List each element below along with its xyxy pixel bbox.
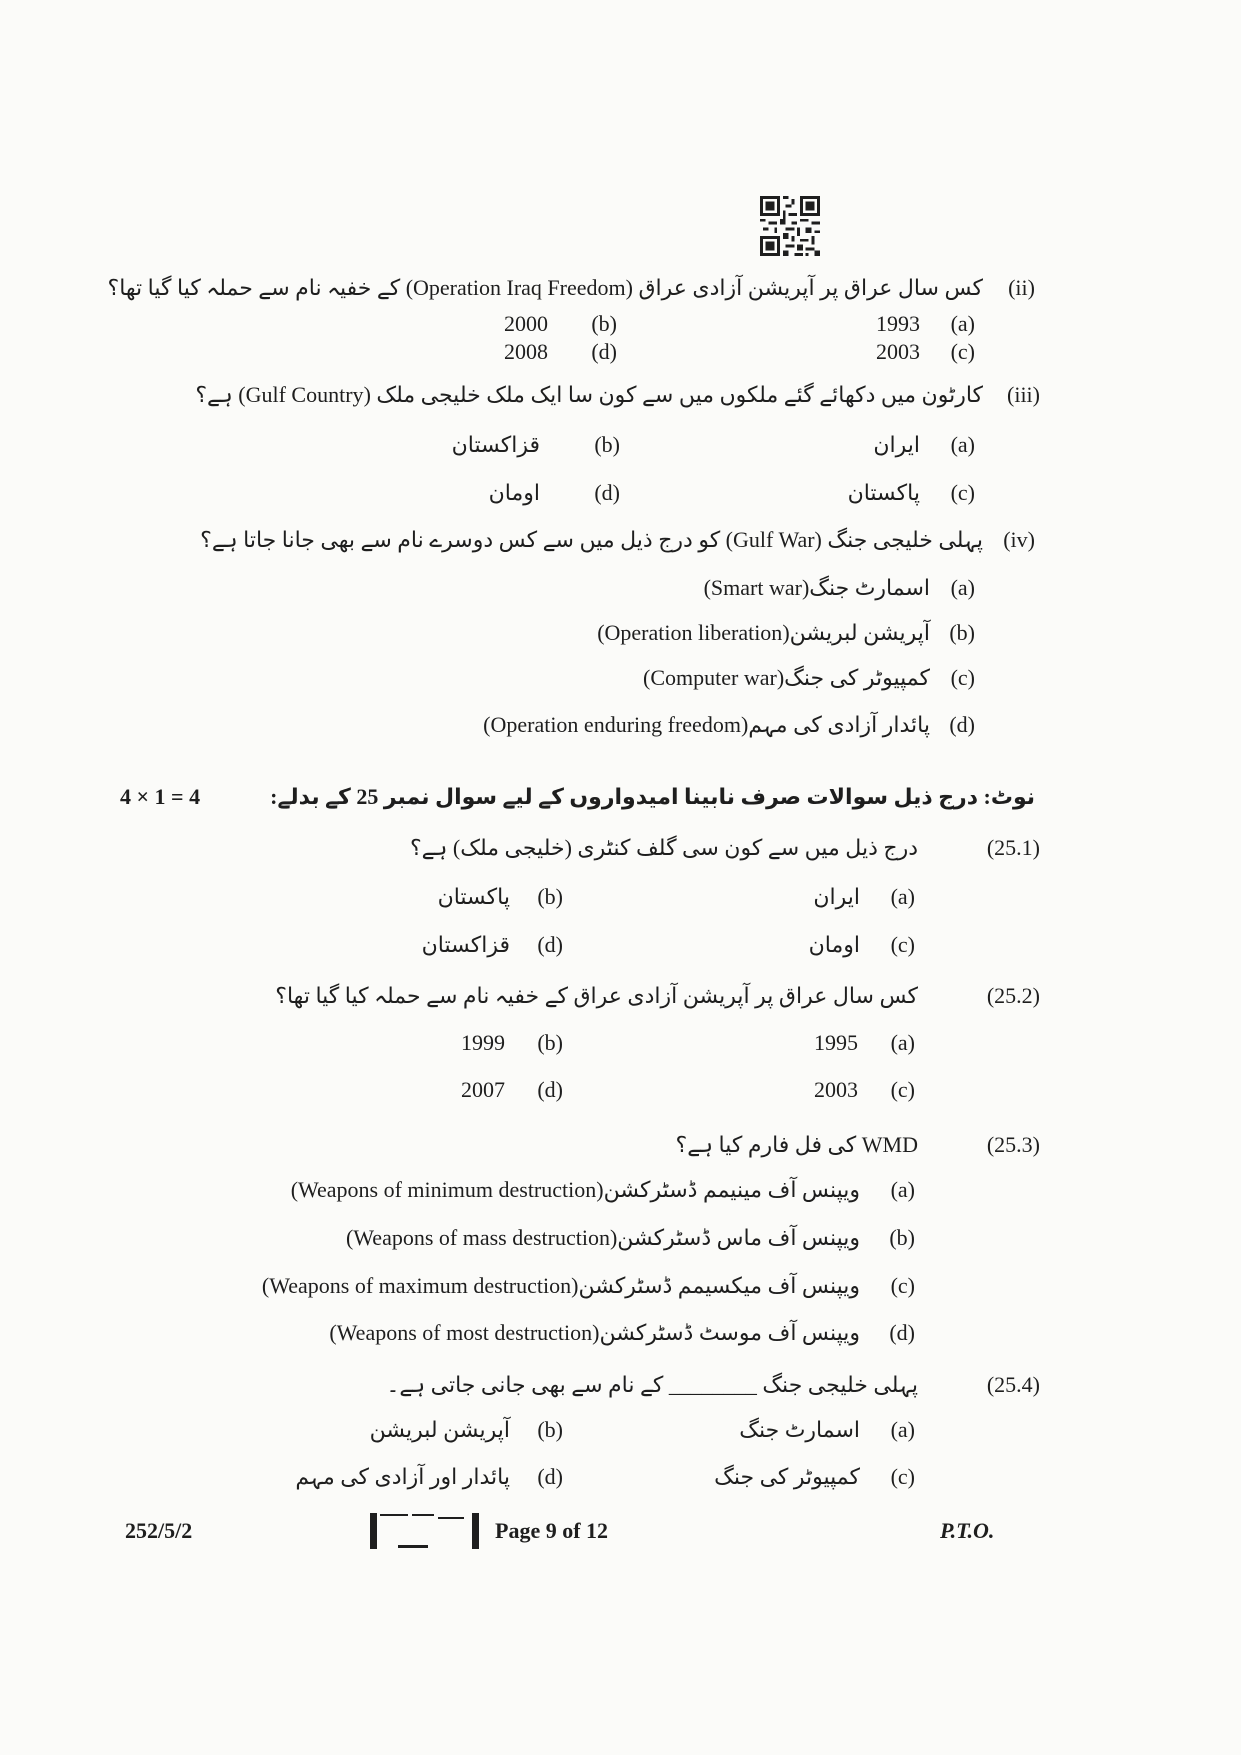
option-text: ویپنس آف میکسیمم ڈسٹرکشن(Weapons of maximum destruction)	[261, 1273, 860, 1298]
option-label: (a)	[890, 1030, 915, 1055]
option-text: اسمارٹ جنگ(Smart war)	[703, 575, 930, 600]
marks-allocation: 4 × 1 = 4	[120, 784, 201, 809]
option-text: پاکستان	[847, 480, 920, 505]
option-label: (c)	[950, 665, 975, 690]
option-label: (a)	[950, 432, 975, 457]
option-label: (b)	[537, 884, 563, 909]
option-label: (b)	[889, 1225, 915, 1250]
question-text: WMD کی فل فارم کیا ہے؟	[675, 1132, 918, 1157]
option-text: ویپنس آف موسٹ ڈسٹرکشن(Weapons of most destruction)	[329, 1320, 860, 1345]
option-text: ایران	[813, 884, 860, 909]
option-label: (d)	[537, 932, 563, 957]
option-label: (d)	[889, 1320, 915, 1345]
option-label: (a)	[890, 1177, 915, 1202]
question-number: (25.2)	[986, 983, 1040, 1008]
option-label: (a)	[950, 575, 975, 600]
option-label: (c)	[950, 339, 975, 364]
option-label: (d)	[591, 339, 617, 364]
qr-code-icon	[760, 196, 820, 256]
option-text: کمپیوٹر کی جنگ	[714, 1464, 860, 1489]
option-text: اومان	[808, 932, 860, 957]
option-label: (d)	[594, 480, 620, 505]
option-label: (c)	[950, 480, 975, 505]
option-text: 1999	[461, 1030, 505, 1055]
question-text: کس سال عراق پر آپریشن آزادی عراق (Operation Iraq Freedom) کے خفیہ نام سے حملہ کیا گیا تھا؟	[107, 275, 983, 300]
question-number: (25.4)	[986, 1372, 1040, 1397]
question-text: پہلی خلیجی جنگ (Gulf War) کو درج ذیل میں سے کس دوسرے نام سے بھی جانا جاتا ہے؟	[200, 527, 983, 552]
option-label: (d)	[949, 712, 975, 737]
option-label: (a)	[950, 311, 975, 336]
option-text: ایران	[873, 432, 920, 457]
option-label: (d)	[537, 1464, 563, 1489]
option-text: کمپیوٹر کی جنگ(Computer war)	[643, 665, 930, 690]
option-label: (a)	[890, 1417, 915, 1442]
option-text: 2007	[461, 1077, 505, 1102]
option-text: 2000	[504, 311, 548, 336]
question-text: کارٹون میں دکھائے گئے ملکوں میں سے کون سا ایک ملک خلیجی ملک (Gulf Country) ہے؟	[195, 382, 983, 407]
question-number: (ii)	[1008, 275, 1035, 300]
option-label: (c)	[890, 1273, 915, 1298]
option-text: آپریشن لبریشن(Operation liberation)	[597, 620, 930, 645]
option-text: قزاکستان	[451, 432, 540, 457]
question-number: (25.3)	[986, 1132, 1040, 1157]
option-text: آپریشن لبریشن	[369, 1417, 510, 1442]
option-label: (b)	[537, 1417, 563, 1442]
option-text: 2003	[814, 1077, 858, 1102]
option-text: پاکستان	[437, 884, 510, 909]
question-text: پہلی خلیجی جنگ ________ کے نام سے بھی جانی جاتی ہے۔	[386, 1372, 918, 1397]
option-text: ویپنس آف ماس ڈسٹرکشن(Weapons of mass destruction)	[345, 1225, 860, 1250]
question-text: کس سال عراق پر آپریشن آزادی عراق کے خفیہ نام سے حملہ کیا گیا تھا؟	[275, 983, 918, 1008]
option-text: 1995	[814, 1030, 858, 1055]
option-label: (b)	[591, 311, 617, 336]
option-label: (b)	[949, 620, 975, 645]
option-text: اسمارٹ جنگ	[739, 1417, 860, 1442]
option-text: 2008	[504, 339, 548, 364]
option-label: (b)	[537, 1030, 563, 1055]
question-number: (25.1)	[986, 835, 1040, 860]
option-label: (b)	[594, 432, 620, 457]
option-label: (a)	[890, 884, 915, 909]
pto-label: P.T.O.	[940, 1518, 995, 1543]
option-text: پائدار اور آزادی کی مہم	[295, 1464, 510, 1489]
question-number: (iii)	[1007, 382, 1040, 407]
option-text: 1993	[876, 311, 920, 336]
option-text: اومان	[488, 480, 540, 505]
question-number: (iv)	[1003, 527, 1035, 552]
option-text: پائدار آزادی کی مہم(Operation enduring freedom)	[483, 712, 930, 737]
barcode-icon	[368, 1511, 482, 1551]
option-label: (c)	[890, 1464, 915, 1489]
option-label: (c)	[890, 1077, 915, 1102]
option-text: قزاکستان	[421, 932, 510, 957]
option-text: ویپنس آف مینیمم ڈسٹرکشن(Weapons of minimum destruction)	[290, 1177, 860, 1202]
option-label: (c)	[890, 932, 915, 957]
question-text: درج ذیل میں سے کون سی گلف کنٹری (خلیجی ملک) ہے؟	[409, 835, 918, 860]
note-text: نوٹ: درج ذیل سوالات صرف نابینا امیدواروں کے لیے سوال نمبر 25 کے بدلے:	[270, 784, 1035, 809]
option-text: 2003	[876, 339, 920, 364]
option-label: (d)	[537, 1077, 563, 1102]
paper-code: 252/5/2	[125, 1518, 193, 1543]
page-number: Page 9 of 12	[495, 1518, 609, 1543]
